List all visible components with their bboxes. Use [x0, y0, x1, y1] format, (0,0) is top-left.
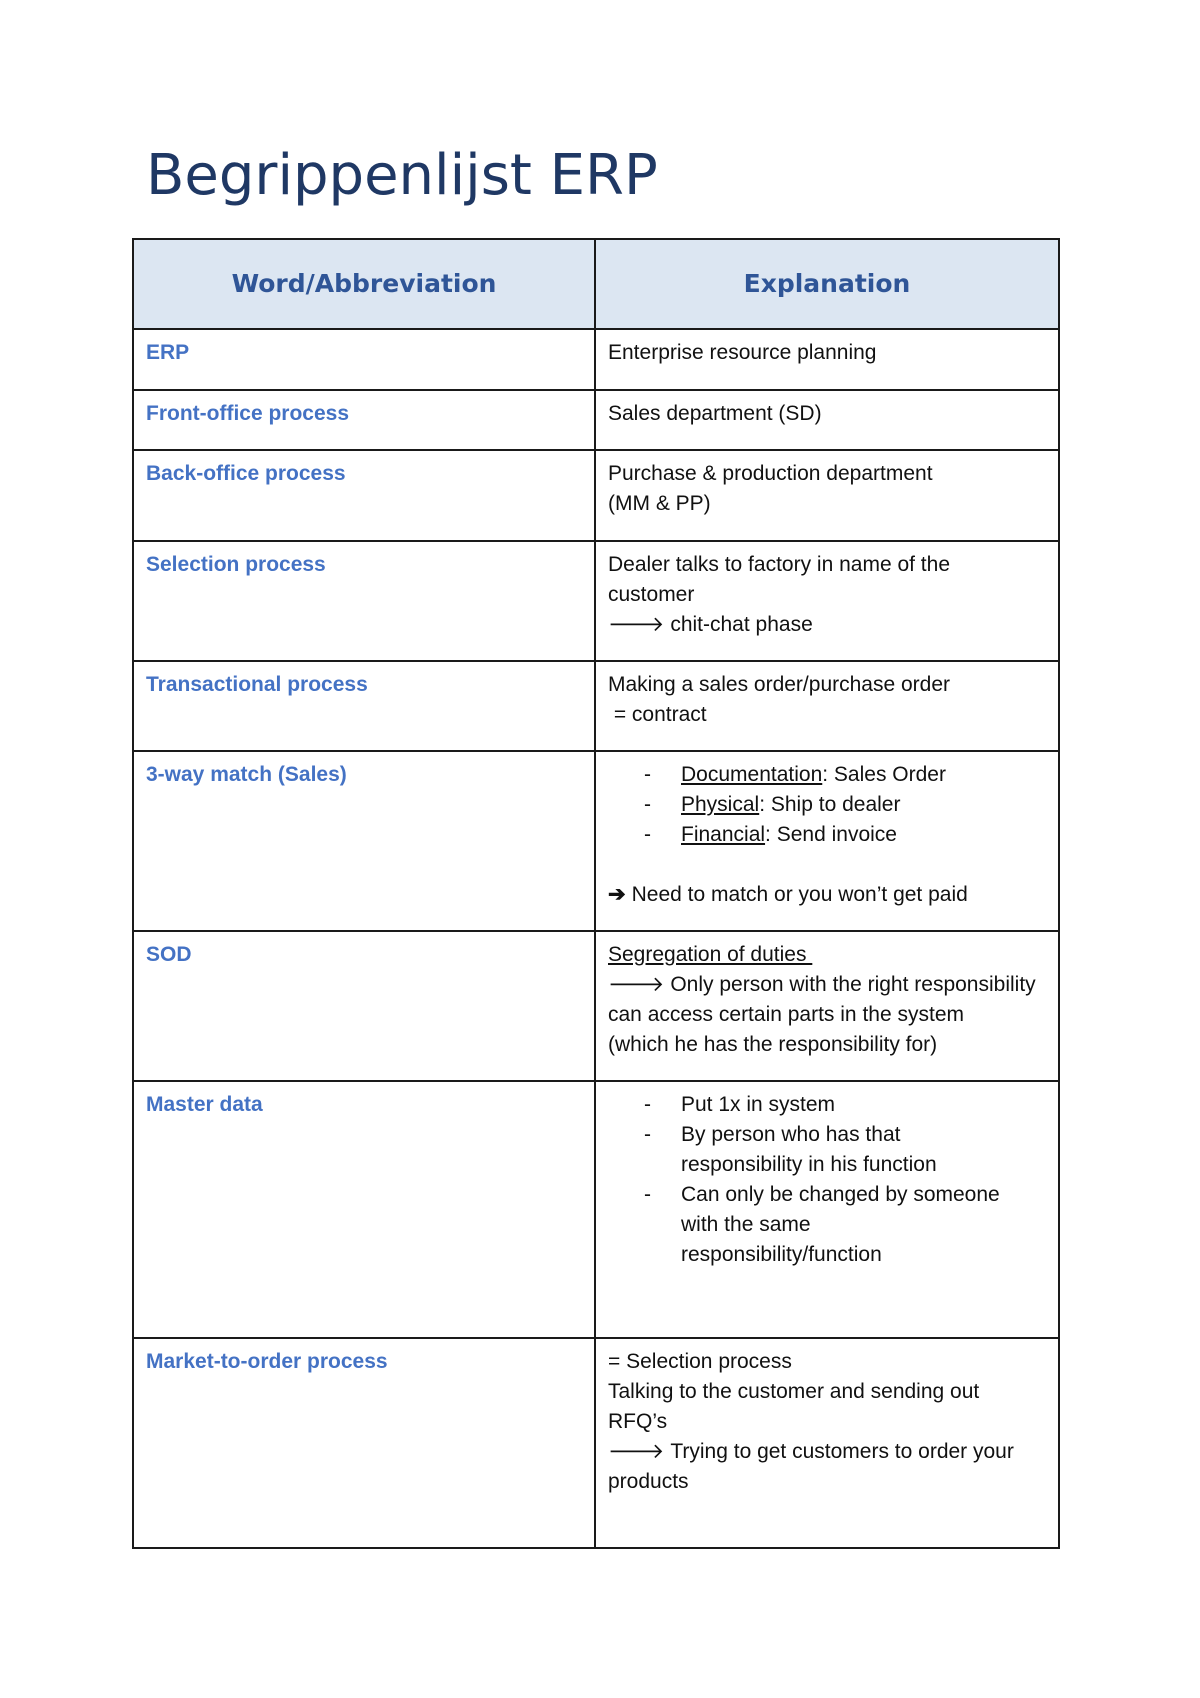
explanation-line: (MM & PP): [608, 492, 711, 515]
explanation-cell: [595, 450, 1059, 541]
page-title: Begrippenlijst ERP: [146, 143, 658, 208]
list-item: [608, 790, 1046, 820]
explanation-line: = contract: [608, 703, 707, 726]
explanation-line: can access certain parts in the system: [608, 1003, 964, 1026]
explanation-line: (which he has the responsibility for): [608, 1033, 938, 1056]
arrow-right-icon: 🡒: [608, 973, 665, 996]
item-label: Financial: [681, 823, 766, 846]
arrow-text: Need to match or you won’t get paid: [631, 883, 968, 906]
arrow-line: [608, 610, 1046, 640]
table-row: [133, 450, 1059, 541]
explanation-cell: [595, 1338, 1059, 1548]
explanation-cell: [595, 390, 1059, 450]
explanation-line: = Selection process: [608, 1350, 792, 1373]
explanation-line: customer: [608, 583, 695, 606]
arrow-right-icon: 🡒: [608, 1440, 665, 1463]
table-row: [133, 329, 1059, 390]
table-row: [133, 661, 1059, 751]
term-cell: ERP: [133, 329, 595, 390]
table-row: [133, 931, 1059, 1081]
table-row: [133, 390, 1059, 450]
term-cell: 3-way match (Sales): [133, 751, 595, 931]
explanation-line: products: [608, 1470, 689, 1493]
term-cell: Front-office process: [133, 390, 595, 450]
explanation-cell: [595, 661, 1059, 751]
term-cell: SOD: [133, 931, 595, 1081]
arrow-line: [608, 970, 1046, 1000]
list-item: [608, 760, 1046, 790]
arrow-line: [608, 1437, 1046, 1467]
term-cell: Selection process: [133, 541, 595, 661]
explanation-cell: [595, 1081, 1059, 1338]
dash-list: [608, 1090, 1046, 1270]
explanation-heading: Segregation of duties: [608, 943, 813, 966]
arrow-right-icon: ➔: [608, 883, 626, 906]
arrow-text: chit-chat phase: [670, 613, 813, 636]
item-label: Documentation: [681, 763, 823, 786]
item-text: : Send invoice: [765, 823, 897, 846]
item-label: Physical: [681, 793, 760, 816]
table-row: [133, 1081, 1059, 1338]
explanation-line: RFQ’s: [608, 1410, 668, 1433]
arrow-text: Only person with the right responsibility: [670, 973, 1036, 996]
explanation-line: Talking to the customer and sending out: [608, 1380, 980, 1403]
explanation-line: Purchase & production department: [608, 462, 933, 485]
explanation-cell: [595, 541, 1059, 661]
list-item: [608, 820, 1046, 850]
column-header-explanation: Explanation: [595, 239, 1059, 329]
arrow-line: [608, 880, 1046, 910]
table-row: [133, 1338, 1059, 1548]
explanation-cell: [595, 329, 1059, 390]
column-header-term: Word/Abbreviation: [133, 239, 595, 329]
dash-list: [608, 760, 1046, 850]
glossary-table: [132, 238, 1060, 1549]
table-header-row: [133, 239, 1059, 329]
term-cell: Transactional process: [133, 661, 595, 751]
list-item: - Put 1x in system: [608, 1090, 1016, 1120]
explanation-line: Enterprise resource planning: [608, 341, 877, 364]
table-row: [133, 541, 1059, 661]
explanation-cell: [595, 931, 1059, 1081]
item-text: : Ship to dealer: [759, 793, 901, 816]
explanation-line: Making a sales order/purchase order: [608, 673, 951, 696]
list-item: - Can only be changed by someone with the same responsibility/function: [608, 1180, 1016, 1270]
term-cell: Market-to-order process: [133, 1338, 595, 1548]
explanation-line: Dealer talks to factory in name of the: [608, 553, 950, 576]
arrow-right-icon: 🡒: [608, 613, 665, 636]
explanation-cell: [595, 751, 1059, 931]
term-cell: Back-office process: [133, 450, 595, 541]
explanation-line: Sales department (SD): [608, 402, 822, 425]
term-cell: Master data: [133, 1081, 595, 1338]
table-row: [133, 751, 1059, 931]
item-text: : Sales Order: [822, 763, 946, 786]
arrow-text: Trying to get customers to order your: [670, 1440, 1014, 1463]
list-item: - By person who has that responsibility in his function: [608, 1120, 1016, 1180]
